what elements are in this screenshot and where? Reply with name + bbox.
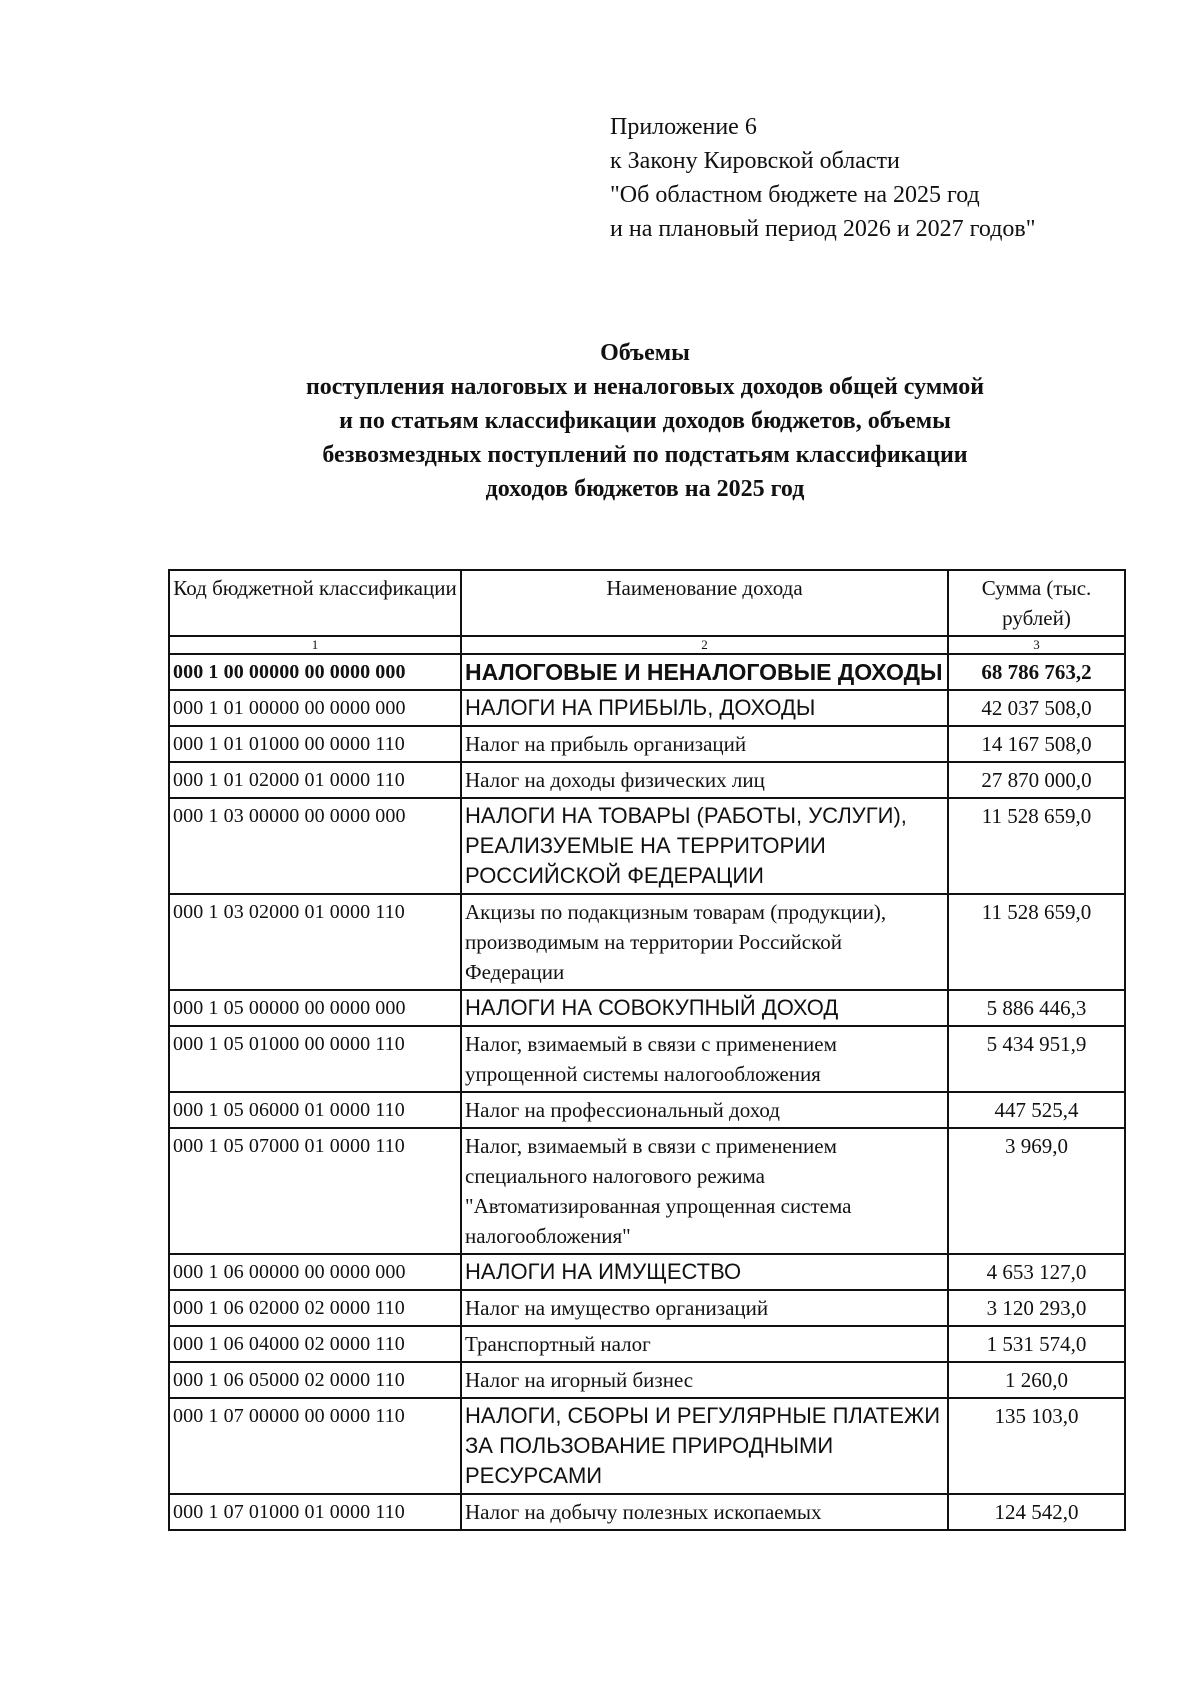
table-row [169,1326,1125,1362]
document-title [150,336,1140,506]
amount-cell: 3 969,0 [948,1128,1125,1254]
code-cell: 000 1 07 00000 00 0000 110 [169,1398,461,1494]
table-row [169,1254,1125,1290]
table-header-row [169,570,1125,636]
amount-cell: 5 434 951,9 [948,1026,1125,1092]
table-row [169,1128,1125,1254]
name-cell: Налог на игорный бизнес [461,1362,948,1398]
code-cell: 000 1 01 01000 00 0000 110 [169,726,461,762]
amount-cell: 124 542,0 [948,1494,1125,1530]
name-cell: НАЛОГИ НА ПРИБЫЛЬ, ДОХОДЫ [461,690,948,726]
code-cell: 000 1 05 01000 00 0000 110 [169,1026,461,1092]
name-cell: Транспортный налог [461,1326,948,1362]
table-row [169,894,1125,990]
table-row [169,1290,1125,1326]
code-cell: 000 1 05 06000 01 0000 110 [169,1092,461,1128]
code-cell: 000 1 06 05000 02 0000 110 [169,1362,461,1398]
code-cell: 000 1 06 02000 02 0000 110 [169,1290,461,1326]
name-cell: Налог на имущество организаций [461,1290,948,1326]
code-cell: 000 1 07 01000 01 0000 110 [169,1494,461,1530]
amount-cell: 1 260,0 [948,1362,1125,1398]
amount-cell: 27 870 000,0 [948,762,1125,798]
appendix-line: "Об областном бюджете на 2025 год [610,182,980,208]
table-row [169,798,1125,894]
table-row [169,1092,1125,1128]
amount-cell: 135 103,0 [948,1398,1125,1494]
column-number: 1 [169,636,461,654]
amount-cell: 11 528 659,0 [948,894,1125,990]
code-cell: 000 1 05 07000 01 0000 110 [169,1128,461,1254]
header-name: Наименование дохода [461,570,948,636]
table-row [169,726,1125,762]
amount-cell: 5 886 446,3 [948,990,1125,1026]
name-cell: Налог на доходы физических лиц [461,762,948,798]
name-cell: НАЛОГИ НА СОВОКУПНЫЙ ДОХОД [461,990,948,1026]
table-row [169,1026,1125,1092]
amount-cell: 3 120 293,0 [948,1290,1125,1326]
code-cell: 000 1 01 02000 01 0000 110 [169,762,461,798]
title-line: поступления налоговых и неналоговых доходов общей суммой [305,374,985,400]
amount-cell: 42 037 508,0 [948,690,1125,726]
appendix-note [610,110,1036,246]
amount-cell: 14 167 508,0 [948,726,1125,762]
code-cell: 000 1 06 04000 02 0000 110 [169,1326,461,1362]
appendix-line: к Закону Кировской области [610,148,900,174]
table-row [169,1398,1125,1494]
code-cell: 000 1 03 02000 01 0000 110 [169,894,461,990]
table-row [169,1494,1125,1530]
code-cell: 000 1 01 00000 00 0000 000 [169,690,461,726]
table-row [169,1362,1125,1398]
table-row [169,990,1125,1026]
title-line: Объемы [600,340,690,366]
name-cell: Налог, взимаемый в связи с применением специального налогового режима "Автоматизированная упрощенная система налогообложения" [461,1128,948,1254]
amount-cell: 68 786 763,2 [948,654,1125,690]
column-number: 2 [461,636,948,654]
code-cell: 000 1 05 00000 00 0000 000 [169,990,461,1026]
amount-cell: 11 528 659,0 [948,798,1125,894]
code-cell: 000 1 06 00000 00 0000 000 [169,1254,461,1290]
name-cell: НАЛОГИ, СБОРЫ И РЕГУЛЯРНЫЕ ПЛАТЕЖИ ЗА ПОЛЬЗОВАНИЕ ПРИРОДНЫМИ РЕСУРСАМИ [461,1398,948,1494]
name-cell: Налог, взимаемый в связи с применением упрощенной системы налогообложения [461,1026,948,1092]
name-cell: НАЛОГИ НА ИМУЩЕСТВО [461,1254,948,1290]
appendix-line: Приложение 6 [610,114,757,140]
title-line: безвозмездных поступлений по подстатьям классификации [322,442,968,468]
table-row [169,690,1125,726]
column-number-row [169,636,1125,654]
name-cell: НАЛОГОВЫЕ И НЕНАЛОГОВЫЕ ДОХОДЫ [461,654,948,690]
name-cell: НАЛОГИ НА ТОВАРЫ (РАБОТЫ, УСЛУГИ), РЕАЛИЗУЕМЫЕ НА ТЕРРИТОРИИ РОССИЙСКОЙ ФЕДЕРАЦИИ [461,798,948,894]
code-cell: 000 1 00 00000 00 0000 000 [169,654,461,690]
name-cell: Налог на прибыль организаций [461,726,948,762]
name-cell: Налог на профессиональный доход [461,1092,948,1128]
appendix-line: и на плановый период 2026 и 2027 годов" [610,216,1036,242]
revenue-table [168,569,1126,1531]
name-cell: Акцизы по подакцизным товарам (продукции), производимым на территории Российской Федерации [461,894,948,990]
amount-cell: 447 525,4 [948,1092,1125,1128]
name-cell: Налог на добычу полезных ископаемых [461,1494,948,1530]
title-line: и по статьям классификации доходов бюджетов, объемы [339,408,951,434]
title-line: доходов бюджетов на 2025 год [485,476,805,502]
header-code: Код бюджетной классификации [169,570,461,636]
table-row [169,762,1125,798]
amount-cell: 4 653 127,0 [948,1254,1125,1290]
amount-cell: 1 531 574,0 [948,1326,1125,1362]
table-row [169,654,1125,690]
header-amount: Сумма (тыс. рублей) [948,570,1125,636]
code-cell: 000 1 03 00000 00 0000 000 [169,798,461,894]
column-number: 3 [948,636,1125,654]
